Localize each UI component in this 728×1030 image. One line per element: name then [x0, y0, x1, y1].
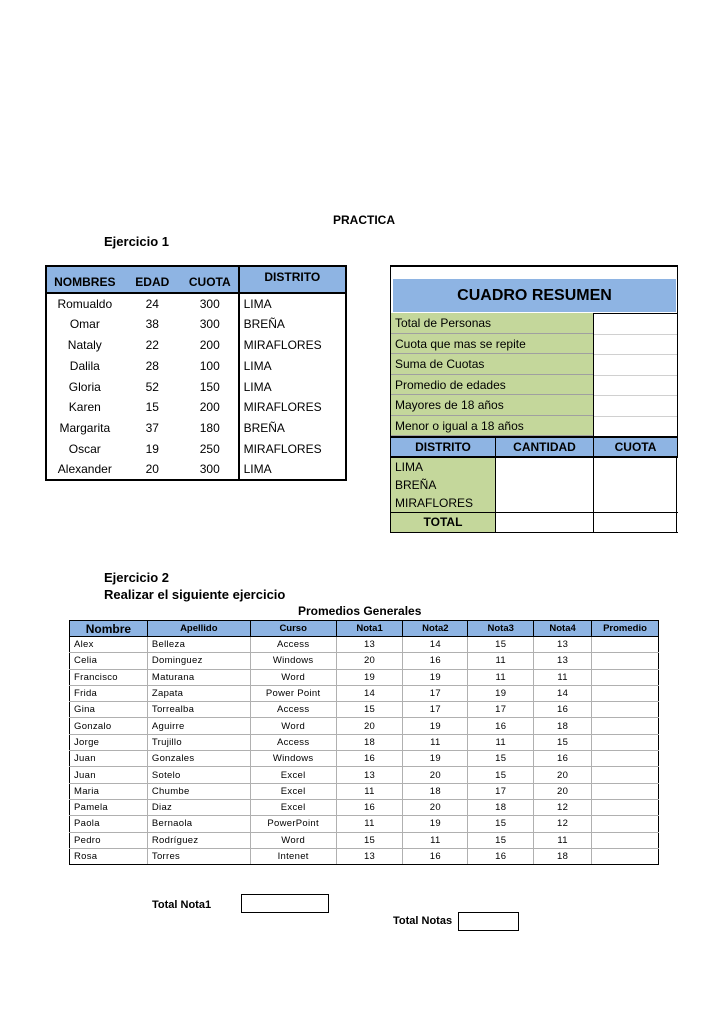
cell-apellido: Belleza — [147, 637, 250, 653]
table-row — [46, 439, 346, 460]
cell-apellido: Maturana — [147, 669, 250, 685]
cell-cuota: 180 — [199, 421, 220, 436]
value-cell[interactable] — [594, 396, 677, 417]
cell-promedio[interactable] — [592, 799, 659, 815]
cell-nombre: Gloria — [68, 379, 101, 394]
cell-edad: 20 — [145, 462, 159, 477]
cell-nota2: 16 — [403, 848, 468, 864]
cell-nombre: Jorge — [70, 734, 148, 750]
cell-nombre: Oscar — [68, 441, 101, 456]
cell-apellido: Rodríguez — [147, 832, 250, 848]
table-row — [46, 459, 346, 480]
cell-curso: Excel — [250, 783, 336, 799]
total-label: TOTAL — [391, 513, 495, 532]
cell-nombre: Celia — [70, 653, 148, 669]
resumen-label: Total de Personas — [391, 313, 593, 334]
resumen-label: Mayores de 18 años — [391, 395, 593, 416]
cell-nombre: Romualdo — [57, 296, 113, 311]
cell-cuota: 250 — [199, 441, 220, 456]
cell-nombre: Omar — [69, 317, 100, 332]
cell-nota3: 15 — [468, 816, 534, 832]
table-row — [70, 816, 659, 832]
cell-promedio[interactable] — [592, 653, 659, 669]
cell-edad: 15 — [145, 400, 159, 415]
value-cell[interactable] — [594, 314, 677, 335]
cell-nota2: 17 — [403, 702, 468, 718]
header-apellido: Apellido — [147, 621, 250, 637]
header-nombre: Nombre — [70, 621, 148, 637]
district-row — [391, 476, 678, 494]
cell-nota4: 12 — [534, 799, 592, 815]
cell-apellido: Torres — [147, 848, 250, 864]
cell-nombre: Francisco — [70, 669, 148, 685]
cell-nota3: 18 — [468, 799, 534, 815]
cell-nota4: 20 — [534, 783, 592, 799]
cell-nota2: 17 — [403, 685, 468, 701]
header-cuota: CUOTA — [182, 266, 239, 293]
cell-apellido: Torrealba — [147, 702, 250, 718]
cell-nombre: Paola — [70, 816, 148, 832]
grades-table — [69, 620, 659, 865]
value-cell[interactable] — [594, 335, 677, 356]
cell-nombre: Gina — [70, 702, 148, 718]
district-header-row — [390, 436, 678, 458]
table-row — [70, 734, 659, 750]
header-nota3: Nota3 — [468, 621, 534, 637]
cell-nota3: 19 — [468, 685, 534, 701]
total-row — [391, 512, 678, 533]
cell-edad: 22 — [145, 337, 159, 352]
cell-promedio[interactable] — [592, 669, 659, 685]
header-cantidad: CANTIDAD — [495, 438, 593, 456]
cell-distrito: BREÑA — [239, 314, 346, 335]
cell-cuota: 200 — [199, 400, 220, 415]
table-row — [46, 293, 346, 314]
header-nombres: NOMBRES — [46, 266, 123, 293]
cell-cuota: 300 — [199, 317, 220, 332]
cell-curso: Access — [250, 734, 336, 750]
exercise-2-instruction: Realizar el siguiente ejercicio — [104, 587, 286, 602]
cell-apellido: Zapata — [147, 685, 250, 701]
cell-edad: 37 — [145, 421, 159, 436]
cell-nombre: Pedro — [70, 832, 148, 848]
cell-nota4: 14 — [534, 685, 592, 701]
cell-nombre: Gonzalo — [70, 718, 148, 734]
cell-nota1: 13 — [336, 637, 403, 653]
resumen-label: Menor o igual a 18 años — [391, 416, 593, 437]
resumen-title: CUADRO RESUMEN — [393, 279, 676, 312]
table-row — [46, 418, 346, 439]
value-cell[interactable] — [594, 355, 677, 376]
district-rows — [390, 458, 678, 533]
total-nota1-input[interactable] — [241, 894, 329, 913]
cell-curso: Word — [250, 669, 336, 685]
cell-nombre: Rosa — [70, 848, 148, 864]
cell-cuota: 200 — [199, 337, 220, 352]
cell-nombre: Dalila — [69, 358, 100, 373]
cell-nota2: 19 — [403, 669, 468, 685]
cell-nota3: 15 — [468, 767, 534, 783]
cell-nota4: 15 — [534, 734, 592, 750]
table-row — [70, 637, 659, 653]
resumen-label: Promedio de edades — [391, 375, 593, 396]
cell-curso: Access — [250, 702, 336, 718]
cell-curso: Word — [250, 718, 336, 734]
cell-nota1: 11 — [336, 816, 403, 832]
cell-nota4: 11 — [534, 832, 592, 848]
cell-nota1: 18 — [336, 734, 403, 750]
cell-promedio[interactable] — [592, 783, 659, 799]
cell-promedio[interactable] — [592, 718, 659, 734]
cell-nota4: 16 — [534, 751, 592, 767]
cell-promedio[interactable] — [592, 734, 659, 750]
cell-nombre: Juan — [70, 767, 148, 783]
cell-distrito: MIRAFLORES — [239, 335, 346, 356]
cell-promedio[interactable] — [592, 832, 659, 848]
header-edad: EDAD — [123, 266, 182, 293]
cell-apellido: Aguirre — [147, 718, 250, 734]
cell-nota3: 16 — [468, 718, 534, 734]
cell-promedio[interactable] — [592, 751, 659, 767]
cell-distrito: MIRAFLORES — [239, 397, 346, 418]
cell-promedio[interactable] — [592, 767, 659, 783]
total-cantidad-cell[interactable] — [495, 513, 593, 532]
value-cell[interactable] — [594, 417, 677, 438]
resumen-values[interactable] — [593, 313, 678, 436]
cell-nota3: 11 — [468, 669, 534, 685]
cell-distrito: MIRAFLORES — [239, 439, 346, 460]
table-row — [70, 799, 659, 815]
cuota-cell[interactable] — [593, 458, 677, 476]
cell-distrito: BREÑA — [239, 418, 346, 439]
cell-distrito: LIMA — [239, 459, 346, 480]
cell-distrito: LIMA — [239, 355, 346, 376]
cell-nota1: 19 — [336, 669, 403, 685]
cell-nota4: 13 — [534, 637, 592, 653]
cuota-cell[interactable] — [593, 494, 677, 512]
cell-nota3: 15 — [468, 751, 534, 767]
cell-nombre: Alexander — [57, 462, 112, 477]
cell-curso: Windows — [250, 751, 336, 767]
cell-cuota: 100 — [199, 358, 220, 373]
cell-curso: Intenet — [250, 848, 336, 864]
cell-nombre: Karen — [68, 400, 101, 415]
resumen-labels — [390, 313, 593, 436]
cell-nota3: 15 — [468, 832, 534, 848]
table-row — [70, 702, 659, 718]
cell-nota4: 13 — [534, 653, 592, 669]
value-cell[interactable] — [594, 376, 677, 397]
cell-nota1: 20 — [336, 718, 403, 734]
cell-distrito: LIMA — [239, 376, 346, 397]
header-cuota-resumen: CUOTA — [593, 438, 677, 456]
header-nota2: Nota2 — [403, 621, 468, 637]
cell-edad: 28 — [145, 358, 159, 373]
cell-nota1: 16 — [336, 799, 403, 815]
cell-curso: Power Point — [250, 685, 336, 701]
table-row — [70, 653, 659, 669]
header-distrito: DISTRITO — [239, 266, 346, 293]
table2-title: Promedios Generales — [298, 604, 422, 618]
cell-promedio[interactable] — [592, 848, 659, 864]
district-name: MIRAFLORES — [391, 494, 495, 512]
cell-curso: Excel — [250, 799, 336, 815]
total-notas-input[interactable] — [458, 912, 519, 931]
cell-nombre: Nataly — [67, 337, 102, 352]
exercise-1-label: Ejercicio 1 — [104, 234, 170, 249]
cell-apellido: Chumbe — [147, 783, 250, 799]
cell-nota3: 17 — [468, 702, 534, 718]
cantidad-cell[interactable] — [495, 476, 593, 494]
table-row — [70, 783, 659, 799]
cell-cuota: 300 — [199, 462, 220, 477]
table-row — [70, 718, 659, 734]
cell-edad: 19 — [145, 441, 159, 456]
cell-nota2: 20 — [403, 799, 468, 815]
exercise-2-label: Ejercicio 2 — [104, 570, 170, 585]
cell-nota4: 16 — [534, 702, 592, 718]
cell-nota1: 14 — [336, 685, 403, 701]
cell-cuota: 300 — [199, 296, 220, 311]
cell-curso: Word — [250, 832, 336, 848]
cell-nota3: 11 — [468, 734, 534, 750]
cell-nombre: Frida — [70, 685, 148, 701]
cell-apellido: Sotelo — [147, 767, 250, 783]
cell-nota2: 11 — [403, 734, 468, 750]
cell-nota1: 15 — [336, 702, 403, 718]
cell-promedio[interactable] — [592, 816, 659, 832]
cantidad-cell[interactable] — [495, 494, 593, 512]
cuota-cell[interactable] — [593, 476, 677, 494]
table-row — [70, 832, 659, 848]
page-title: PRACTICA — [333, 213, 395, 227]
cell-promedio[interactable] — [592, 637, 659, 653]
table-row — [46, 376, 346, 397]
district-row — [391, 494, 678, 512]
cell-nota1: 13 — [336, 848, 403, 864]
district-row — [391, 458, 678, 476]
cell-nota2: 16 — [403, 653, 468, 669]
table-row — [70, 685, 659, 701]
cell-nota3: 16 — [468, 848, 534, 864]
cell-promedio[interactable] — [592, 685, 659, 701]
cell-nota4: 18 — [534, 718, 592, 734]
people-table — [45, 265, 347, 481]
cell-nota2: 11 — [403, 832, 468, 848]
cell-nota1: 20 — [336, 653, 403, 669]
cell-apellido: Dominguez — [147, 653, 250, 669]
cell-nota4: 12 — [534, 816, 592, 832]
district-name: LIMA — [391, 458, 495, 476]
total-cuota-cell[interactable] — [593, 513, 677, 532]
cell-nota2: 19 — [403, 816, 468, 832]
header-nota1: Nota1 — [336, 621, 403, 637]
cell-apellido: Bernaola — [147, 816, 250, 832]
table-row — [46, 355, 346, 376]
cell-nombre: Maria — [70, 783, 148, 799]
table-row — [70, 751, 659, 767]
cell-curso: PowerPoint — [250, 816, 336, 832]
cell-nota1: 16 — [336, 751, 403, 767]
cell-cuota: 150 — [199, 379, 220, 394]
cell-nota2: 19 — [403, 718, 468, 734]
cell-apellido: Diaz — [147, 799, 250, 815]
table-row — [70, 767, 659, 783]
total-nota1-label: Total Nota1 — [152, 899, 212, 911]
header-distrito-resumen: DISTRITO — [391, 438, 495, 456]
cell-nota4: 11 — [534, 669, 592, 685]
cell-nota1: 13 — [336, 767, 403, 783]
cell-curso: Windows — [250, 653, 336, 669]
cell-nota1: 11 — [336, 783, 403, 799]
cell-promedio[interactable] — [592, 702, 659, 718]
table-row — [46, 397, 346, 418]
table-row — [46, 314, 346, 335]
cell-nota2: 19 — [403, 751, 468, 767]
cell-distrito: LIMA — [239, 293, 346, 314]
cell-apellido: Gonzales — [147, 751, 250, 767]
cell-nota3: 15 — [468, 637, 534, 653]
cell-nota2: 18 — [403, 783, 468, 799]
table-row — [70, 669, 659, 685]
header-nota4: Nota4 — [534, 621, 592, 637]
cell-nombre: Juan — [70, 751, 148, 767]
cell-curso: Excel — [250, 767, 336, 783]
cell-curso: Access — [250, 637, 336, 653]
cell-edad: 38 — [145, 317, 159, 332]
resumen-label: Cuota que mas se repite — [391, 334, 593, 355]
cell-edad: 24 — [145, 296, 159, 311]
cell-nota2: 14 — [403, 637, 468, 653]
table-row — [70, 848, 659, 864]
cell-nota3: 11 — [468, 653, 534, 669]
cell-nota2: 20 — [403, 767, 468, 783]
header-promedio: Promedio — [592, 621, 659, 637]
district-name: BREÑA — [391, 476, 495, 494]
resumen-label: Suma de Cuotas — [391, 354, 593, 375]
cell-nota4: 18 — [534, 848, 592, 864]
cell-nota4: 20 — [534, 767, 592, 783]
cell-nota3: 17 — [468, 783, 534, 799]
table-row — [46, 335, 346, 356]
cell-apellido: Trujillo — [147, 734, 250, 750]
cantidad-cell[interactable] — [495, 458, 593, 476]
total-notas-label: Total Notas — [393, 915, 453, 927]
cell-nombre: Pamela — [70, 799, 148, 815]
cell-edad: 52 — [145, 379, 159, 394]
cell-nombre: Margarita — [59, 421, 111, 436]
cell-nombre: Alex — [70, 637, 148, 653]
header-curso: Curso — [250, 621, 336, 637]
cell-nota1: 15 — [336, 832, 403, 848]
